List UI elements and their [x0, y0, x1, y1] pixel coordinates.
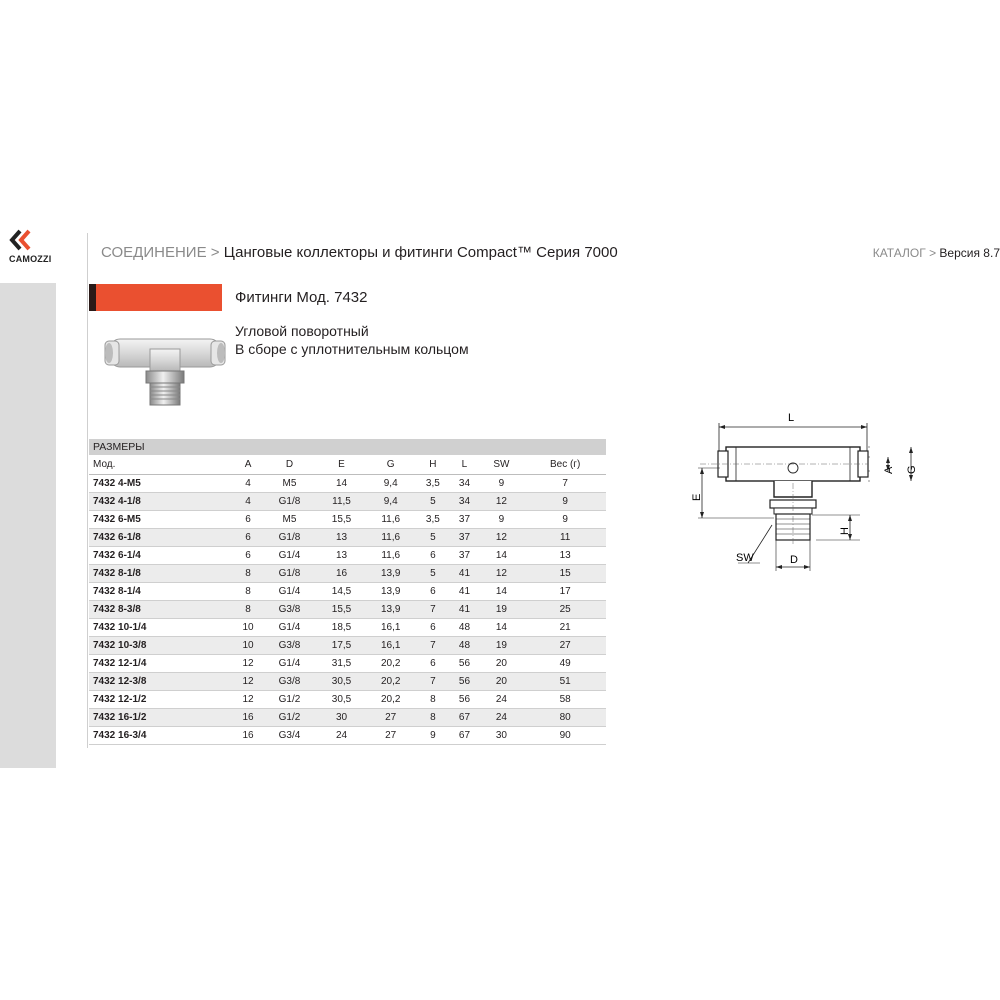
- table-cell: 30,5: [317, 691, 366, 709]
- table-cell: 6: [415, 547, 450, 565]
- table-cell: 7: [415, 673, 450, 691]
- model-cell: 7432 8-3/8: [89, 601, 234, 619]
- table-cell: 30,5: [317, 673, 366, 691]
- table-cell: 7: [415, 637, 450, 655]
- table-cell: 20,2: [366, 691, 415, 709]
- table-cell: 51: [524, 673, 606, 691]
- table-cell: 11,5: [317, 493, 366, 511]
- table-cell: 20,2: [366, 655, 415, 673]
- accent-bar: [89, 284, 222, 311]
- table-cell: 16: [234, 727, 262, 745]
- catalog-label: КАТАЛОГ: [872, 246, 926, 260]
- table-cell: 6: [234, 529, 262, 547]
- table-row: [89, 511, 606, 529]
- model-cell: 7432 6-M5: [89, 511, 234, 529]
- table-cell: 90: [524, 727, 606, 745]
- table-cell: 25: [524, 601, 606, 619]
- table-cell: 21: [524, 619, 606, 637]
- table-cell: 12: [234, 655, 262, 673]
- table-cell: M5: [262, 511, 317, 529]
- breadcrumb-section: СОЕДИНЕНИЕ: [101, 244, 207, 261]
- table-row: [89, 709, 606, 727]
- table-cell: G1/4: [262, 655, 317, 673]
- table-cell: 18,5: [317, 619, 366, 637]
- brand-name: CAMOZZI: [9, 254, 52, 264]
- table-cell: 34: [450, 493, 478, 511]
- table-cell: 48: [450, 637, 478, 655]
- table-cell: 12: [479, 565, 525, 583]
- model-cell: 7432 6-1/4: [89, 547, 234, 565]
- model-cell: 7432 8-1/8: [89, 565, 234, 583]
- table-cell: 16,1: [366, 637, 415, 655]
- table-cell: G1/4: [262, 619, 317, 637]
- column-header: SW: [479, 455, 525, 475]
- table-row: [89, 691, 606, 709]
- table-cell: 8: [234, 583, 262, 601]
- table-cell: 12: [479, 529, 525, 547]
- table-row: [89, 655, 606, 673]
- table-body: [89, 475, 606, 745]
- table-cell: G3/4: [262, 727, 317, 745]
- table-cell: 11: [524, 529, 606, 547]
- dimensions-table-section: [89, 439, 606, 745]
- table-cell: 14: [479, 619, 525, 637]
- table-cell: 14: [479, 583, 525, 601]
- table-cell: 12: [234, 691, 262, 709]
- model-cell: 7432 4-1/8: [89, 493, 234, 511]
- table-cell: 13,9: [366, 583, 415, 601]
- table-cell: 6: [234, 511, 262, 529]
- table-cell: G1/8: [262, 493, 317, 511]
- catalog-version: [873, 246, 1000, 260]
- table-cell: 16,1: [366, 619, 415, 637]
- table-cell: 30: [479, 727, 525, 745]
- camozzi-logo-mark-icon: [9, 229, 33, 251]
- sizes-section-title: РАЗМЕРЫ: [89, 439, 606, 455]
- table-row: [89, 565, 606, 583]
- table-cell: 9: [479, 475, 525, 493]
- table-cell: 13: [317, 529, 366, 547]
- product-description-line1: Угловой поворотный: [235, 323, 369, 339]
- model-cell: 7432 12-1/4: [89, 655, 234, 673]
- table-row: [89, 601, 606, 619]
- column-header: H: [415, 455, 450, 475]
- table-cell: 7: [415, 601, 450, 619]
- table-cell: 48: [450, 619, 478, 637]
- table-cell: 27: [524, 637, 606, 655]
- left-gray-band: [0, 283, 56, 768]
- table-cell: 19: [479, 601, 525, 619]
- column-header: A: [234, 455, 262, 475]
- table-cell: 9,4: [366, 493, 415, 511]
- model-cell: 7432 10-3/8: [89, 637, 234, 655]
- table-cell: 56: [450, 673, 478, 691]
- model-cell: 7432 12-1/2: [89, 691, 234, 709]
- table-cell: G3/8: [262, 673, 317, 691]
- table-cell: 10: [234, 619, 262, 637]
- table-cell: 12: [234, 673, 262, 691]
- table-row: [89, 637, 606, 655]
- drawing-label-e: E: [691, 493, 703, 501]
- table-cell: 11,6: [366, 511, 415, 529]
- fitting-photo-icon: [100, 323, 230, 413]
- table-row: [89, 529, 606, 547]
- table-cell: 6: [234, 547, 262, 565]
- table-cell: 9: [524, 493, 606, 511]
- table-cell: G1/8: [262, 565, 317, 583]
- product-description: [235, 322, 469, 358]
- model-cell: 7432 12-3/8: [89, 673, 234, 691]
- table-cell: 13,9: [366, 601, 415, 619]
- table-cell: 27: [366, 709, 415, 727]
- drawing-label-d: D: [790, 554, 798, 566]
- column-header: G: [366, 455, 415, 475]
- table-cell: 17: [524, 583, 606, 601]
- table-cell: 8: [234, 601, 262, 619]
- column-header: Мод.: [89, 455, 234, 475]
- table-cell: 7: [524, 475, 606, 493]
- table-cell: 6: [415, 655, 450, 673]
- product-title: Фитинги Мод. 7432: [235, 289, 368, 306]
- table-cell: 9: [479, 511, 525, 529]
- model-cell: 7432 10-1/4: [89, 619, 234, 637]
- table-cell: 6: [415, 619, 450, 637]
- table-cell: 8: [415, 691, 450, 709]
- table-cell: 67: [450, 727, 478, 745]
- table-cell: 58: [524, 691, 606, 709]
- table-cell: 9: [524, 511, 606, 529]
- table-cell: 13: [317, 547, 366, 565]
- table-cell: 27: [366, 727, 415, 745]
- table-cell: 9,4: [366, 475, 415, 493]
- table-cell: 16: [317, 565, 366, 583]
- table-row: [89, 547, 606, 565]
- table-cell: 13,9: [366, 565, 415, 583]
- table-cell: 5: [415, 565, 450, 583]
- table-cell: 67: [450, 709, 478, 727]
- table-cell: 8: [234, 565, 262, 583]
- dimensions-table: [89, 455, 606, 745]
- table-cell: G1/8: [262, 529, 317, 547]
- table-cell: 3,5: [415, 511, 450, 529]
- table-cell: 17,5: [317, 637, 366, 655]
- drawing-label-sw: SW: [736, 552, 754, 564]
- table-cell: 4: [234, 475, 262, 493]
- table-cell: 13: [524, 547, 606, 565]
- drawing-label-l: L: [788, 412, 795, 424]
- table-cell: 20: [479, 673, 525, 691]
- table-cell: G1/4: [262, 583, 317, 601]
- table-cell: 20: [479, 655, 525, 673]
- column-header: D: [262, 455, 317, 475]
- table-cell: 14: [317, 475, 366, 493]
- table-cell: 11,6: [366, 529, 415, 547]
- table-cell: 5: [415, 493, 450, 511]
- table-cell: 10: [234, 637, 262, 655]
- model-cell: 7432 4-M5: [89, 475, 234, 493]
- model-cell: 7432 8-1/4: [89, 583, 234, 601]
- table-cell: M5: [262, 475, 317, 493]
- version-label: Версия 8.7: [939, 246, 1000, 260]
- table-row: [89, 583, 606, 601]
- table-cell: 5: [415, 529, 450, 547]
- camozzi-logo: [9, 229, 59, 269]
- table-cell: 41: [450, 601, 478, 619]
- product-description-line2: В сборе с уплотнительным кольцом: [235, 341, 469, 357]
- model-cell: 7432 16-3/4: [89, 727, 234, 745]
- drawing-label-h: H: [839, 527, 851, 535]
- table-cell: 41: [450, 583, 478, 601]
- table-row: [89, 673, 606, 691]
- column-header: Вес (г): [524, 455, 606, 475]
- table-cell: 37: [450, 529, 478, 547]
- table-cell: 56: [450, 655, 478, 673]
- catalog-separator: >: [929, 246, 937, 260]
- drawing-label-a: A: [883, 466, 895, 474]
- table-row: [89, 493, 606, 511]
- table-cell: 16: [234, 709, 262, 727]
- table-cell: 20,2: [366, 673, 415, 691]
- table-cell: 30: [317, 709, 366, 727]
- table-cell: 80: [524, 709, 606, 727]
- table-cell: 14: [479, 547, 525, 565]
- table-cell: G3/8: [262, 601, 317, 619]
- table-cell: G1/4: [262, 547, 317, 565]
- table-cell: 24: [317, 727, 366, 745]
- drawing-label-g: G: [906, 465, 918, 474]
- table-cell: 31,5: [317, 655, 366, 673]
- breadcrumb-title: Цанговые коллекторы и фитинги Compact™ Серия 7000: [223, 244, 618, 261]
- table-cell: 41: [450, 565, 478, 583]
- table-cell: 34: [450, 475, 478, 493]
- table-cell: 6: [415, 583, 450, 601]
- table-cell: 8: [415, 709, 450, 727]
- breadcrumb: [101, 244, 618, 261]
- table-cell: 15,5: [317, 511, 366, 529]
- table-cell: 37: [450, 547, 478, 565]
- accent-bar-edge: [89, 284, 96, 311]
- table-cell: 14,5: [317, 583, 366, 601]
- table-cell: 9: [415, 727, 450, 745]
- table-cell: G1/2: [262, 691, 317, 709]
- table-cell: 24: [479, 691, 525, 709]
- table-cell: 3,5: [415, 475, 450, 493]
- table-cell: 15,5: [317, 601, 366, 619]
- breadcrumb-separator: >: [210, 244, 220, 261]
- table-row: [89, 727, 606, 745]
- table-cell: 4: [234, 493, 262, 511]
- column-header: L: [450, 455, 478, 475]
- tee-fitting-technical-drawing-icon: [690, 405, 870, 585]
- table-cell: 24: [479, 709, 525, 727]
- table-cell: G3/8: [262, 637, 317, 655]
- table-cell: G1/2: [262, 709, 317, 727]
- model-cell: 7432 16-1/2: [89, 709, 234, 727]
- table-cell: 56: [450, 691, 478, 709]
- table-cell: 37: [450, 511, 478, 529]
- model-cell: 7432 6-1/8: [89, 529, 234, 547]
- table-cell: 19: [479, 637, 525, 655]
- drawing-dimension-ag: [860, 445, 920, 545]
- table-cell: 15: [524, 565, 606, 583]
- table-row: [89, 475, 606, 493]
- table-cell: 49: [524, 655, 606, 673]
- column-header: E: [317, 455, 366, 475]
- table-row: [89, 619, 606, 637]
- table-cell: 12: [479, 493, 525, 511]
- table-header-row: [89, 455, 606, 475]
- vertical-divider: [87, 233, 88, 748]
- table-cell: 11,6: [366, 547, 415, 565]
